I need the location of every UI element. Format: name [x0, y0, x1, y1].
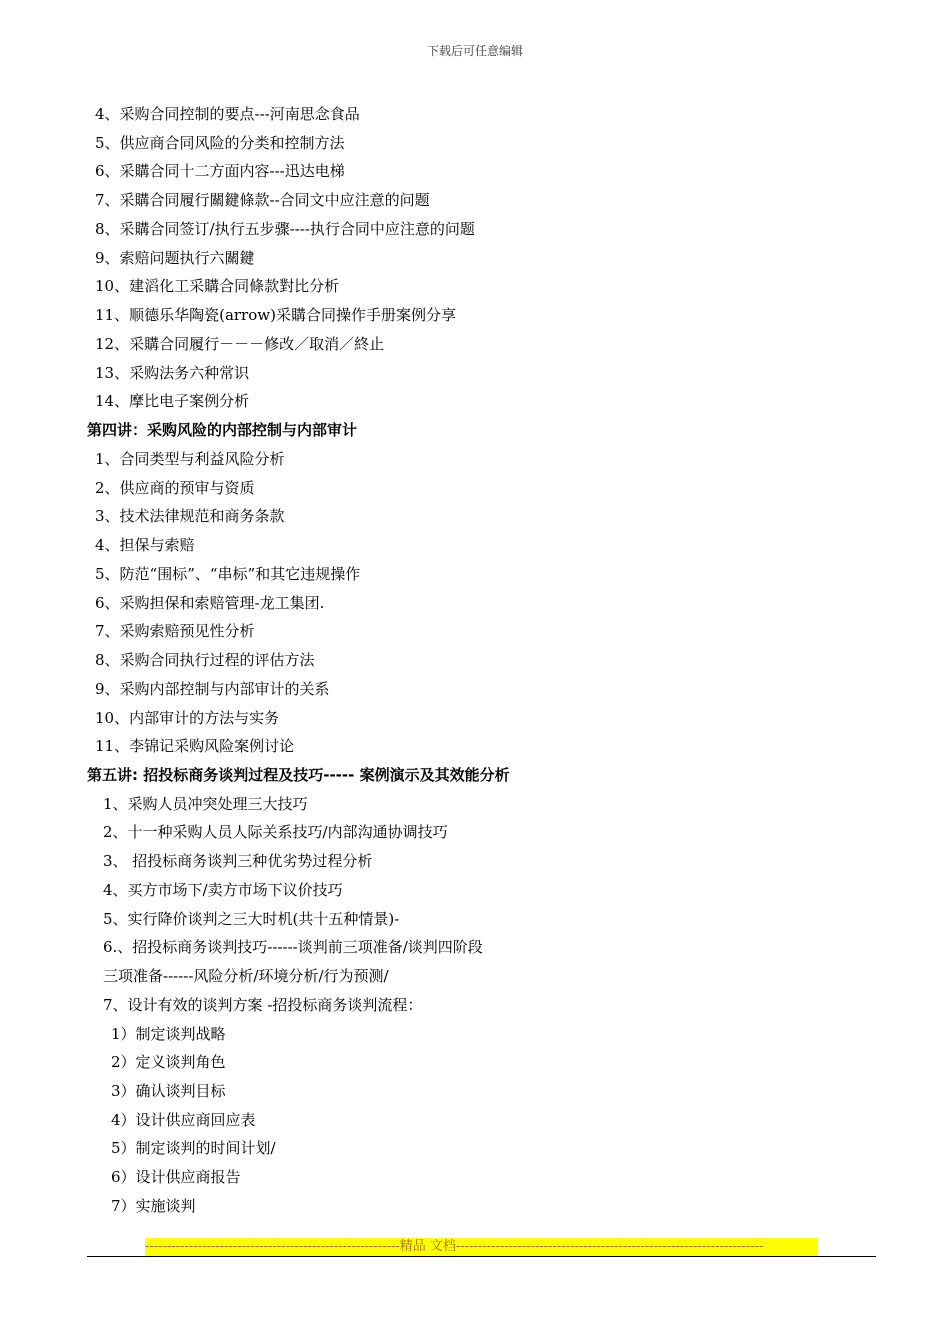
list-item: 6.、招投标商务谈判技巧------谈判前三项准备/谈判四阶段: [103, 938, 483, 956]
sub-list-item: 1）制定谈判战略: [111, 1025, 226, 1043]
list-item: 4、买方市场下/卖方市场下议价技巧: [103, 881, 343, 899]
sub-list-item: 4）设计供应商回应表: [111, 1111, 256, 1129]
list-item: 11、李锦记采购风险案例讨论: [95, 737, 295, 755]
list-item: 9、采购内部控制与内部审计的关系: [95, 680, 330, 698]
list-item: 8、采購合同签订/执行五步骤----执行合同中应注意的问题: [95, 220, 475, 238]
footer-rule: [87, 1256, 876, 1257]
sub-list-item: 7）实施谈判: [111, 1197, 196, 1215]
list-item: 8、采购合同执行过程的评估方法: [95, 651, 315, 669]
sub-list-item: 5）制定谈判的时间计划/: [111, 1139, 276, 1157]
list-item: 7、采购索赔预见性分析: [95, 622, 255, 640]
list-item: 10、建滔化工采購合同條款對比分析: [95, 277, 340, 295]
sub-list-item: 2）定义谈判角色: [111, 1053, 226, 1071]
list-item: 9、索赔问题执行六關鍵: [95, 249, 255, 267]
list-item: 4、采购合同控制的要点---河南思念食品: [95, 105, 360, 123]
sub-list-item: 6）设计供应商报告: [111, 1168, 241, 1186]
list-item: 4、担保与索赔: [95, 536, 195, 554]
list-item: 11、顺德乐华陶瓷(arrow)采購合同操作手册案例分享: [95, 306, 456, 324]
list-item: 13、采购法务六种常识: [95, 364, 250, 382]
list-item: 1、采购人员冲突处理三大技巧: [103, 795, 308, 813]
list-item: 6、采購合同十二方面内容---迅达电梯: [95, 162, 345, 180]
list-item: 5、防范“围标”、“串标”和其它违规操作: [95, 565, 361, 583]
list-item: 6、采购担保和索赔管理-龙工集团.: [95, 594, 325, 612]
list-item: 14、摩比电子案例分析: [95, 392, 250, 410]
list-item: 7、设计有效的谈判方案 -招投标商务谈判流程：: [103, 996, 423, 1014]
list-item: 3、 招投标商务谈判三种优劣势过程分析: [103, 852, 373, 870]
sub-list-item: 3）确认谈判目标: [111, 1082, 226, 1100]
section-heading: 第五讲: 招投标商务谈判过程及技巧----- 案例演示及其效能分析: [87, 766, 510, 784]
list-item: 三项准备------风险分析/环境分析/行为预测/: [103, 967, 389, 985]
page-footer: ----------------------------------------------------------精品 文档----------------------------------------------------------------------: [145, 1238, 818, 1256]
list-item: 5、供应商合同风险的分类和控制方法: [95, 134, 345, 152]
list-item: 3、技术法律规范和商务条款: [95, 507, 285, 525]
list-item: 2、供应商的预审与资质: [95, 479, 255, 497]
list-item: 7、采購合同履行關鍵條款--合同文中应注意的问题: [95, 191, 430, 209]
list-item: 2、十一种采购人员人际关系技巧/内部沟通协调技巧: [103, 823, 448, 841]
section-heading: 第四讲：采购风险的内部控制与内部审计: [87, 421, 358, 439]
list-item: 12、采購合同履行－－－修改／取消／終止: [95, 335, 385, 353]
list-item: 10、内部审计的方法与实务: [95, 709, 280, 727]
list-item: 1、合同类型与利益风险分析: [95, 450, 285, 468]
page-header: 下载后可任意编辑: [426, 44, 523, 58]
list-item: 5、实行降价谈判之三大时机(共十五种情景)-: [103, 910, 400, 928]
